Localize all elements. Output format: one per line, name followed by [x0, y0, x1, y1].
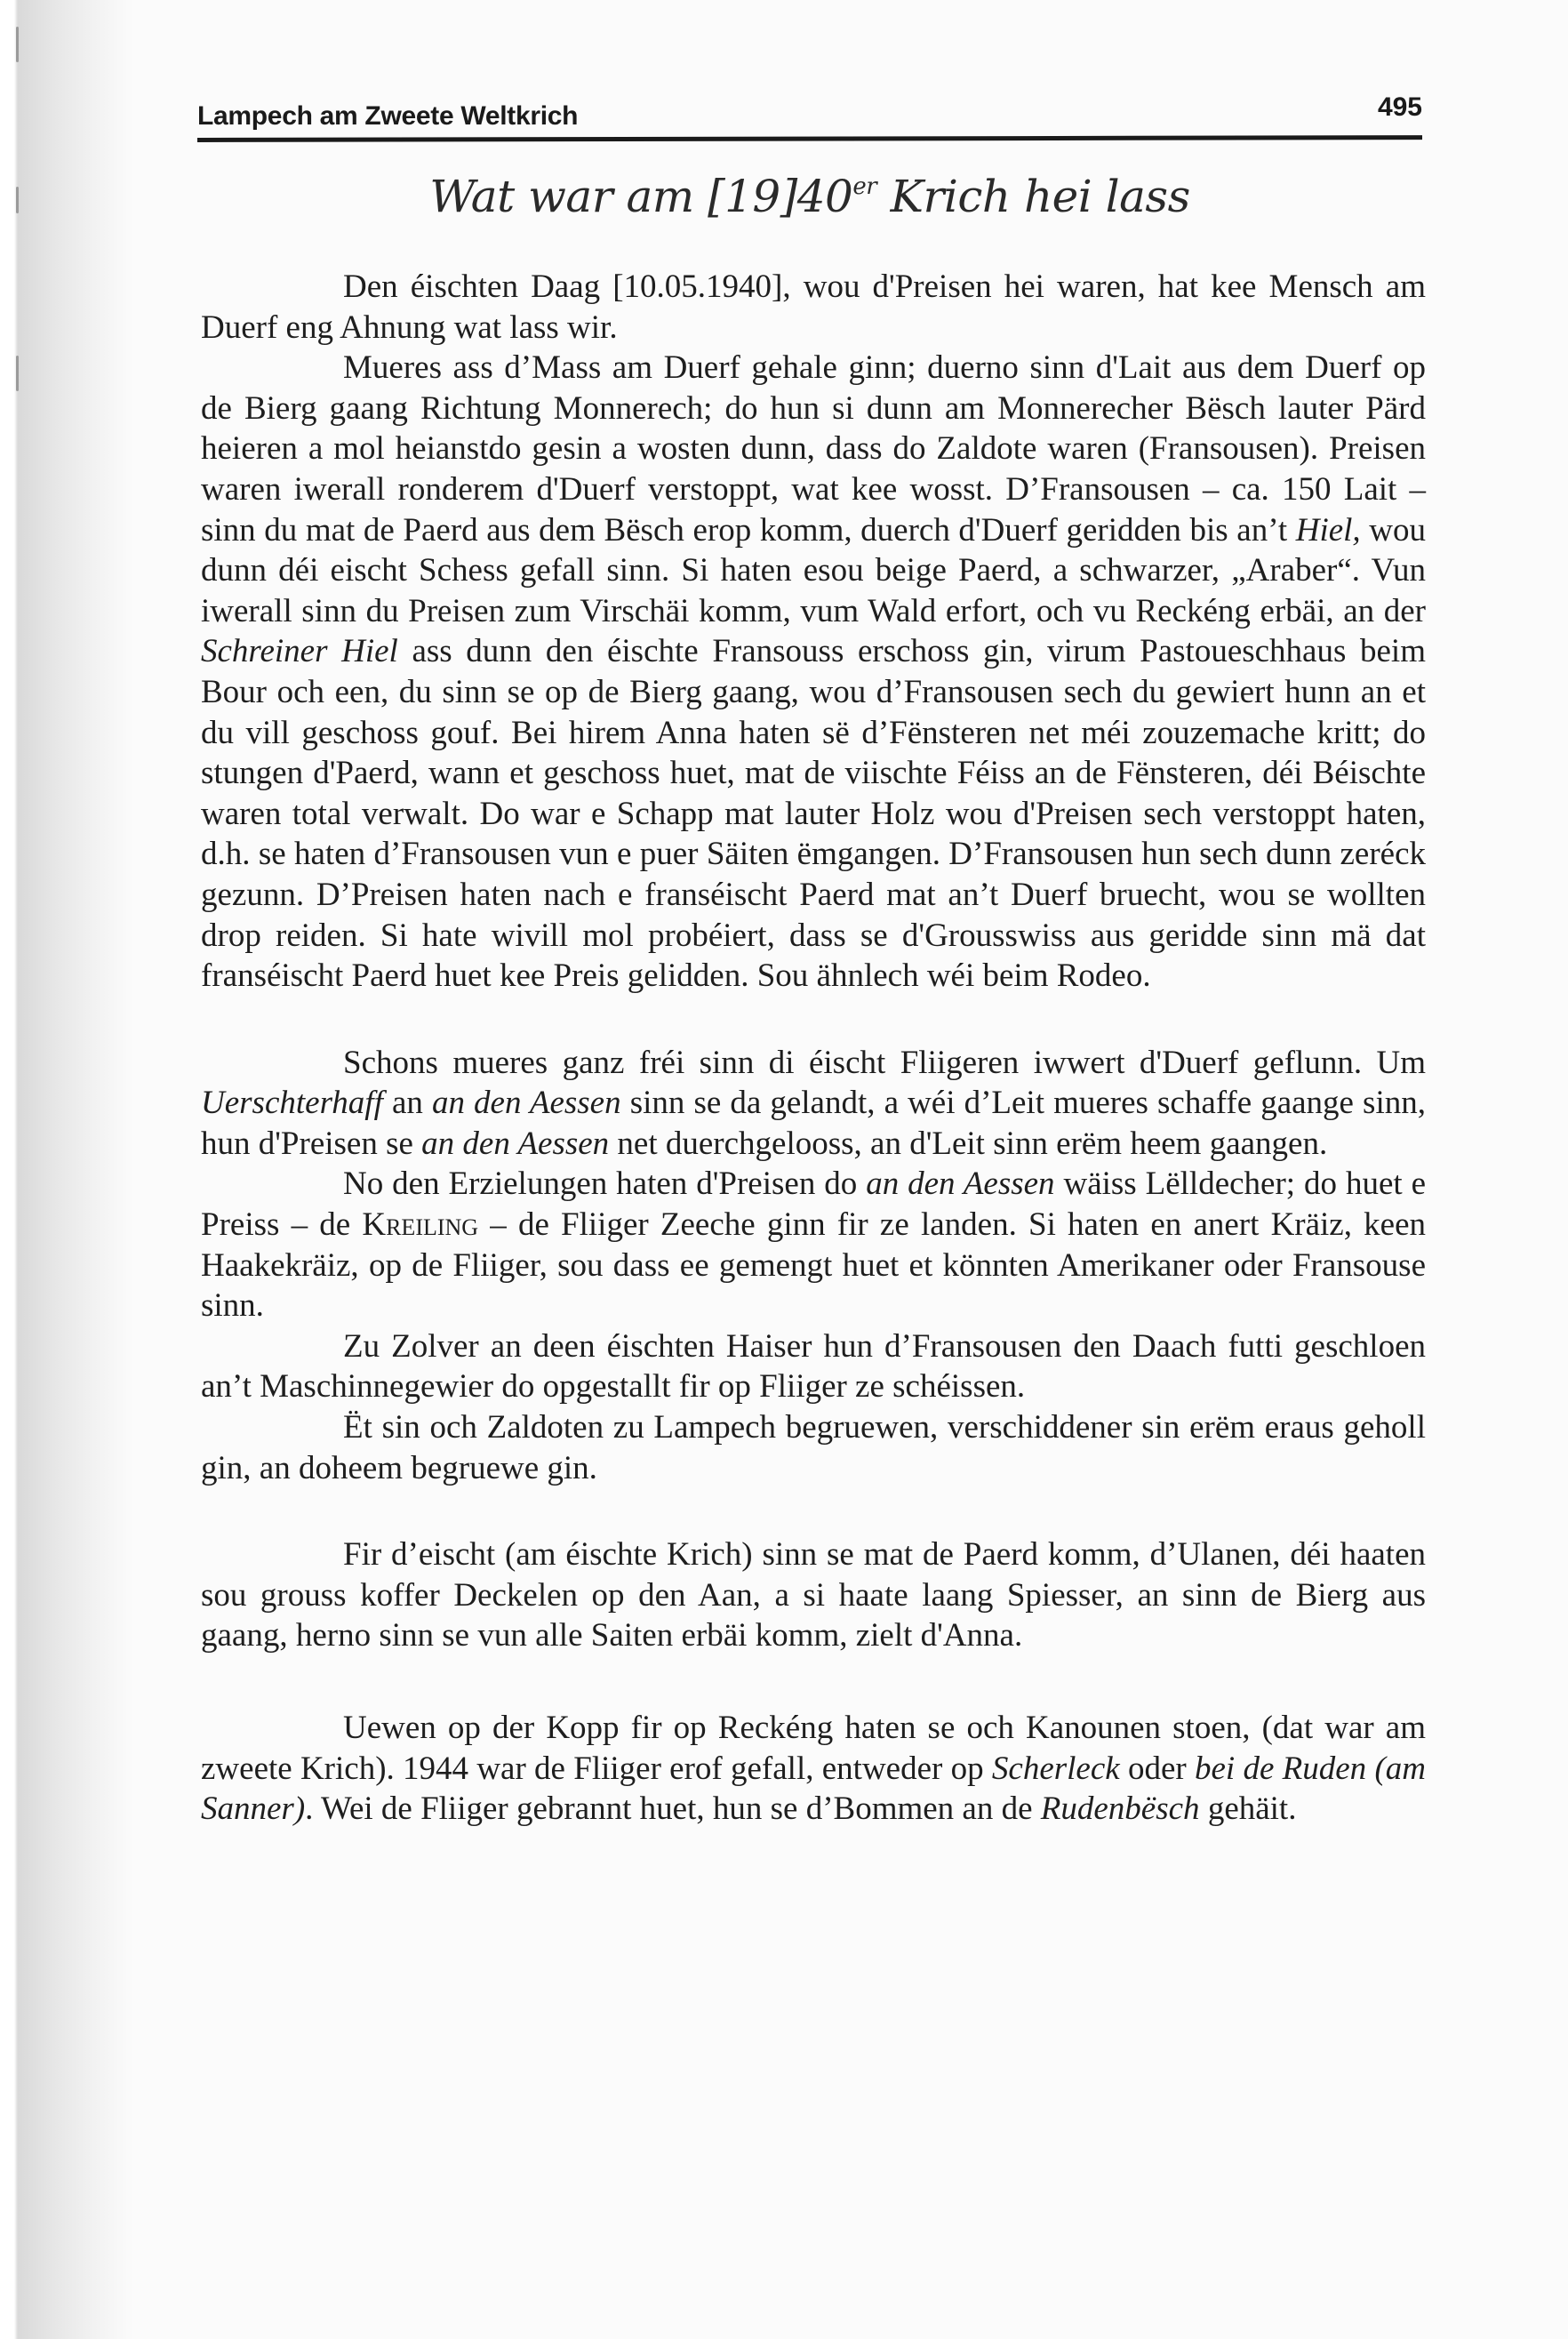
paragraph: [201, 348, 1426, 997]
chapter-title-prefix: Wat war am [19]40: [429, 171, 853, 222]
italic-place-name: Rudenbësch: [1040, 1790, 1200, 1828]
small-caps-name: Kreiling: [362, 1206, 479, 1244]
text-run: Mueres ass d’Mass am Duerf gehale ginn; duerno sinn d'Lait aus dem Duerf op de Bierg gaang Richtung Monnerech; do hun si dunn am Monnerecher Bësch lauter Pärd heieren a mol heianstdo gesin a wosten dunn, dass do Zaldote waren (Fransousen). Preisen waren iwerall ronderem d'Duerf verstoppt, wat kee wosst. D’Fransousen – ca. 150 Lait – sinn du mat de Paerd aus dem Bësch erop komm, duerch d'Duerf geridden bis an’t: [201, 349, 1426, 549]
paragraph: [201, 1043, 1426, 1165]
body-text: [201, 267, 1426, 1830]
page-number: 495: [1377, 92, 1422, 122]
scan-artifact: [16, 27, 19, 62]
chapter-title-superscript: er: [852, 173, 877, 200]
text-run: an: [382, 1085, 432, 1122]
italic-place-name: an den Aessen: [421, 1125, 610, 1162]
scan-gutter-shadow: [0, 0, 133, 2339]
text-run: ass dunn den éischte Fransouss erschoss gin, virum Pastoueschhaus beim Bour och een, du sinn se op de Bierg gaang, wou d’Fransousen sech du gewiert hunn an et du vill geschoss gouf. Bei hirem Anna haten së d’Fënsteren net méi zouzemache kritt; do stungen d'Paerd, wann et geschoss huet, mat de viischte Féiss an de Fënsteren, déi Béischte waren total verwalt. Do war e Schapp mat lauter Holz wou d'Preisen sech verstoppt haten, d.h. se haten d’Fransousen vun e puer Säiten ëmgangen. D’Fransousen hun sech dunn zeréck gezunn. D’Preisen haten nach e franséischt Paerd mat an’t Duerf bruecht, wou se wollten drop reiden. Si hate wivill mol probéiert, dass se d'Grousswiss aus geridde sinn mä dat franséischt Paerd huet kee Preis gelidden. Sou ähnlech wéi beim Rodeo.: [201, 633, 1426, 995]
text-run: Uewen op der Kopp fir op Reckéng haten se och Kanounen stoen, (dat war am zweete Krich). 1944 war de Fliiger erof gefall, entweder op: [201, 1710, 1426, 1787]
chapter-title: [197, 171, 1422, 222]
italic-place-name: Hiel,: [1295, 511, 1361, 549]
italic-place-name: (am Sanner): [201, 1750, 1427, 1828]
chapter-title-suffix: Krich hei lass: [876, 171, 1190, 222]
text-run: Zu Zolver an deen éischten Haiser hun d’Fransousen den Daach futti geschloen an’t Maschinnegewier do opgestallt fir op Fliiger ze schéissen.: [201, 1327, 1426, 1406]
text-run: No den Erzielungen haten d'Preisen do: [343, 1165, 867, 1203]
scan-artifact: [16, 356, 19, 391]
text-run: . Wei de Fliiger gebrannt huet, hun se d’Bommen an de: [305, 1790, 1041, 1828]
text-run: Den éischten Daag [10.05.1940], wou d'Preisen hei waren, hat kee Mensch am Duerf eng Ahnung wat lass wir.: [201, 268, 1426, 346]
paragraph: [201, 1708, 1426, 1830]
italic-place-name: an den Aessen: [866, 1165, 1055, 1203]
text-run: sinn se da gelandt, a wéi d’Leit mueres schaffe gaange sinn, hun d'Preisen se: [201, 1085, 1426, 1162]
italic-place-name: bei de Ruden: [1194, 1750, 1367, 1787]
italic-place-name: an den Aessen: [431, 1085, 621, 1122]
text-run: Fir d’eischt (am éischte Krich) sinn se mat de Paerd komm, d’Ulanen, déi haaten sou grouss koffer Deckelen op den Aan, a si haate laang Spiesser, an sinn de Bierg aus gaang, herno sinn se vun alle Saiten erbäi komm, zielt d'Anna.: [201, 1536, 1426, 1654]
italic-place-name: Schreiner Hiel: [201, 633, 398, 670]
text-run: wäiss Lëlldecher; do huet e Preiss – de: [201, 1165, 1426, 1244]
text-run: Ët sin och Zaldoten zu Lampech begruewen, verschiddener sin erëm eraus geholl gin, an doheem begruewe gin.: [201, 1409, 1426, 1486]
paragraph: [201, 267, 1426, 348]
text-run: wou dunn déi eischt Schess gefall sinn. Si haten esou beige Paerd, a schwarzer, „Araber“. Vun iwerall sinn du Preisen zum Virschäi komm, vum Wald erfort, och vu Reckéng erbäi, an der: [201, 511, 1426, 629]
italic-place-name: Scherleck: [991, 1750, 1120, 1787]
paragraph: [201, 1326, 1426, 1407]
running-header: [197, 92, 1422, 140]
paragraph: [201, 1407, 1426, 1488]
scan-artifact: [16, 187, 19, 213]
running-title: Lampech am Zweete Weltkrich: [197, 101, 579, 131]
text-run: Schons mueres ganz fréi sinn di éischt Fliigeren iwwert d'Duerf geflunn. Um: [343, 1044, 1426, 1081]
text-run: – de Fliiger Zeeche ginn fir ze landen. Si haten en anert Kräiz, keen Haakekräiz, op de Fliiger, sou dass ee gemengt huet et könnten Amerikaner oder Fransouse sinn.: [201, 1206, 1427, 1325]
italic-place-name: Uerschterhaff: [201, 1085, 383, 1122]
text-run: gehäit.: [1199, 1790, 1297, 1828]
text-run: net duerchgelooss, an d'Leit sinn erëm heem gaangen.: [609, 1125, 1328, 1162]
paragraph: [201, 1164, 1426, 1326]
text-run: oder: [1119, 1750, 1195, 1787]
paragraph: [201, 1534, 1426, 1656]
